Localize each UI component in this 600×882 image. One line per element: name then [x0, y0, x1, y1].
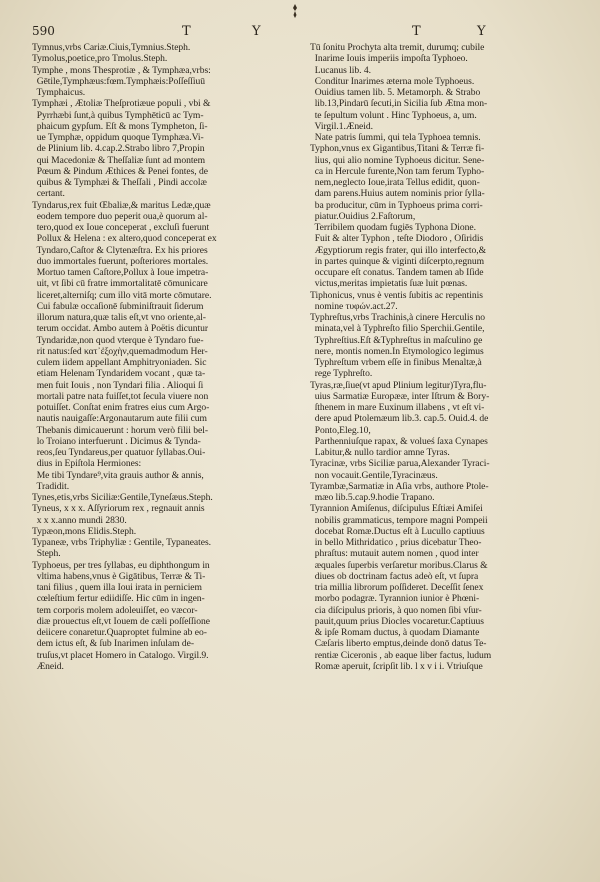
text-line: Tyracinæ, vrbs Siciliæ parua,Alexander Tyraci-: [310, 458, 490, 470]
text-line: Tyrambæ,Sarmatiæ in Aſia vrbs, authore Ptole-: [310, 480, 489, 492]
page-header: [32, 24, 572, 42]
text-line: mortali patre nata fuiſſet,tot ſecula viuere non: [32, 390, 209, 402]
text-line: phraſtus: mutauit autem nomen , quod inter: [310, 548, 479, 560]
text-line: phaicum gypſum. Eſt & mons Tympheton, ſi-: [32, 120, 208, 132]
text-line: Tymnus,vrbs Cariæ.Ciuis,Tymnius.Steph.: [32, 42, 191, 53]
text-line: lo Troiano interfuerunt . Dicimus & Tynda-: [32, 435, 201, 447]
text-line: liceret,alterniſq; cum illo vitā morte cōmutare.: [32, 289, 212, 301]
text-line: ba producitur, cūm in Typhoeus prima corri-: [310, 199, 483, 211]
text-line: tem corporis molem adoleuiſſet, eo væcor-: [32, 604, 198, 616]
text-line: minata,vel à Typhreſto filio Sperchii.Gentile,: [310, 323, 485, 335]
text-line: Ægyptiorum regis frater, qui illo interfecto,&: [310, 244, 486, 256]
text-line: non vocauit.Gentile,Tyracinæus.: [310, 469, 438, 481]
text-line: nobilis grammaticus, tempore magni Pompeii: [310, 514, 488, 526]
text-line: Gētile,Tymphæus:fœm.Tymphæis:Poſſeſſiuū: [32, 75, 206, 87]
text-line: Lucanus lib. 4.: [310, 64, 371, 76]
text-line: Tyndaro,Caſtor & Clytenæſtra. Ex his priores: [32, 244, 208, 256]
text-line: morbo podagræ. Tyrannion iunior è Phœni-: [310, 593, 480, 605]
text-line: Typhreſtus,vrbs Trachinis,à cinere Herculis no: [310, 312, 486, 323]
text-line: duo immortales fuerunt, poſteriores mortales.: [32, 255, 209, 267]
text-line: Mortuo tamen Caſtore,Pollux à Ioue impetra-: [32, 267, 209, 278]
text-line: men fuit Iouis , non Tyndari filia . Alioqui ſi: [32, 379, 204, 391]
text-line: rege Typhreſto.: [310, 368, 373, 380]
text-line: Typhreſtum vrbem eſſe in finibus Menaltæ,à: [310, 357, 482, 368]
text-line: Tymphaicus.: [32, 87, 86, 98]
text-line: cia diſcipulus prioris, à quo nomen ſibi vſur-: [310, 604, 482, 616]
text-line: & ipſe Romam ductus, à quodam Diamante: [310, 627, 480, 638]
text-line: terum occidat. Ambo autem à Poëtis dicuntur: [32, 323, 208, 335]
text-line: potuiſſet. Conſtat enim fratres eius cum Argo-: [32, 402, 210, 413]
text-line: uit, vt ſibi cū fratre immortalitatē cōmunicare: [32, 278, 208, 290]
text-line: Tū ſonitu Prochyta alta tremit, durumq; cubile: [310, 42, 485, 53]
text-line: Conditur Inarimes æterna mole Typhoeus.: [310, 75, 475, 87]
text-line: pauit,quum prius Diocles vocaretur.Captiuus: [310, 615, 484, 627]
text-line: cœleſtium fertur ediidiſſe. Hic cūm in ingen-: [32, 593, 205, 605]
text-line: quibus & Tymphæi & Theſſali , Pindi accolæ: [32, 177, 207, 188]
text-line: certant.: [32, 188, 65, 200]
text-line: Nate patris ſummi, qui tela Typhoea temnis.: [310, 132, 481, 143]
text-line: diues ob doctrinam factus adeò eſt, vt ſupra: [310, 570, 479, 582]
text-line: Parthenniuſque rapax, & volueś ſaxa Cynapes: [310, 435, 488, 447]
text-line: Typhon,vnus ex Gigantibus,Titani & Terræ fi-: [310, 143, 485, 155]
text-line: Virgil.1.Æneid.: [310, 120, 373, 132]
text-line: vltima habens,vnus è Gigātibus, Terræ & Ti-: [32, 570, 206, 582]
text-line: occupare eſt conatus. Tandem tamen ab Iſide: [310, 267, 484, 278]
text-line: Fuit & alter Typhon , teſte Diodoro , Oſiridis: [310, 233, 484, 245]
text-line: qui Macedoniæ & Theſſaliæ ſunt ad montem: [32, 154, 206, 166]
text-line: ſthenem in mare Euxinum illabens , vt eſt vi-: [310, 402, 485, 413]
text-line: Labitur,& nullo tardior amne Tyras.: [310, 447, 450, 458]
text-line: piatur.Ouidius 2.Faſtorum,: [310, 210, 416, 222]
text-line: x x x.anno mundi 2830.: [32, 514, 127, 526]
text-line: eodem tempore duo peperit oua,è quorum al-: [32, 210, 208, 222]
text-line: Tyrannion Amiſenus, diſcipulus Eſtiæi Amiſei: [310, 503, 483, 515]
text-line: te ſepultum volunt . Hinc Typhoeus, a, um.: [310, 109, 477, 121]
text-line: Tymphæi , Ætoliæ Theſprotiæue populi , vbi &: [32, 98, 211, 110]
header-right-letter-2: Y: [477, 24, 487, 39]
text-line: lib.13,Pindarū ſecuti,in Sicilia ſub Ætna mon-: [310, 98, 488, 110]
text-line: rentiæ Ciceronis , ab eaque liber factus, ludum: [310, 649, 492, 661]
text-line: Pyrrhæbi ſunt,à quibus Tymphēticū ac Tym-: [32, 109, 204, 121]
text-line: Steph.: [32, 548, 61, 560]
text-line: Typæon,mons Elidis.Steph.: [32, 525, 137, 537]
text-line: Tyneus, x x x. Aſſyriorum rex , regnauit annis: [32, 503, 205, 515]
page-number: 590: [32, 24, 55, 38]
text-line: nautis nauigaſſe:Argonautarum aute filii cum: [32, 413, 207, 425]
text-line: Ouidius tamen lib. 5. Metamorph. & Strabo: [310, 87, 481, 98]
text-line: Tyndarus,rex fuit Œbaliæ,& maritus Ledæ,quæ: [32, 199, 211, 211]
header-right-letter-1: T: [412, 24, 422, 39]
header-left-letter-2: Y: [252, 24, 262, 39]
text-line: Tynes,etis,vrbs Siciliæ:Gentile,Tyneſæus.Steph.: [32, 492, 213, 503]
text-line: in bello Mithridatico , prius dicebatur Theo-: [310, 537, 482, 548]
text-line: etiam Helenam Tyndaridem vocant , quæ ta-: [32, 368, 206, 380]
text-line: culem iidem appellant Amphitryoniaden. Sic: [32, 357, 207, 368]
text-line: rit natus:ſed κατ᾽ἐξοχὴν,quemadmodum Her-: [32, 345, 208, 357]
text-line: Romæ aperuit, ſcripſit lib. l x v i i. Vtriuſque: [310, 660, 483, 672]
text-line: Pœum & Pindum Æthices & Penei fontes, de: [32, 165, 208, 177]
text-line: Thebanis dimicauerunt : horum verò filii bel-: [32, 424, 208, 436]
text-line: Tymphe , mons Thesprotiæ , & Tymphæa,vrbs:: [32, 64, 211, 76]
ornament-icon: [290, 4, 300, 18]
text-line: Tradidit.: [32, 480, 70, 492]
text-line: docebat Romæ.Ductus eſt à Lucullo captiuus: [310, 525, 485, 537]
text-line: deiicere conaretur.Quaproptet fulmine ab eo-: [32, 627, 207, 638]
text-line: tani filius , quem illa Ioui irata in perniciem: [32, 582, 202, 593]
text-line: Tyras,ræ,ſiue(vt apud Plinium legitur)Tyra,flu-: [310, 379, 487, 391]
text-line: mæo lib.5.cap.9.hodie Trapano.: [310, 492, 435, 503]
text-line: Typaneæ, vrbs Triphyliæ : Gentile, Typaneates.: [32, 537, 211, 548]
text-line: de Plinium lib. 4.cap.2.Strabo libro 7,Propin: [32, 143, 205, 155]
text-line: truſus,vt placet Homero in Catalogo. Virgil.9.: [32, 649, 209, 661]
text-line: Pollux & Helena : ex altero,quod conceperat ex: [32, 233, 217, 245]
text-line: Typhreſtius.Eſt &Typhreſtus in maſculino ge: [310, 334, 483, 346]
text-line: diæ prouectus eſt,vt Iouem de cæli poſſeſſione: [32, 615, 210, 627]
text-line: dere apud Ptolemæum lib.3. cap.5. Ouid.4. de: [310, 413, 489, 425]
text-line: illorum natura,quæ talis eſt,vt vno oriente,al-: [32, 312, 206, 323]
text-line: nem,neglecto Ioue,irata Tellus edidit, quon-: [310, 177, 480, 188]
text-line: reos,ſeu Tyndareus,per quatuor ſyllabas.Oui-: [32, 447, 206, 458]
text-line: in partes quinque & viginti diſcerpto,regnum: [310, 255, 485, 267]
header-left-letter-1: T: [182, 24, 192, 39]
text-line: ue Tymphæ, oppidum quoque Tymphæa.Vi-: [32, 132, 204, 143]
text-line: Me tibi Tyndare⁹,vita grauis author & annis,: [32, 469, 204, 481]
text-line: Cæſaris liberto emptus,deinde donō datus Te-: [310, 638, 487, 650]
text-line: lius, qui alio nomine Typhoeus dicitur. Sene-: [310, 154, 485, 166]
text-line: Typhoeus, per tres ſyllabas, eu diphthongum in: [32, 559, 210, 571]
right-column: [310, 42, 574, 672]
text-line: victus,meritas impietatis ſuæ luit pœnas.: [310, 278, 468, 290]
text-line: Tiphonicus, vnus è ventis ſubitis ac repentinis: [310, 289, 483, 301]
text-line: uius Sarmatiæ Europææ, inter Iſtrum & Bory-: [310, 390, 490, 402]
left-column: [32, 42, 296, 672]
text-line: Cui fabulæ occaſionē ſubminiſtrauit ſiderum: [32, 300, 204, 312]
text-line: Tyndaridæ,non quod vterque è Tyndaro fue-: [32, 334, 204, 346]
text-line: Tymolus,poetice,pro Tmolus.Steph.: [32, 53, 168, 65]
text-line: nere, montis nomen.In Etymologico legimus: [310, 345, 484, 357]
text-line: æquales ſuperbis verſaretur moribus.Clarus &: [310, 559, 488, 571]
text-line: dius in Epiſtola Hermiones:: [32, 458, 142, 470]
text-line: Terribilem quodam fugiēs Typhona Dione.: [310, 222, 476, 233]
text-line: dam parens.Huius autem nominis prior ſylla-: [310, 188, 485, 200]
text-line: Ponto,Eleg.10,: [310, 424, 371, 436]
text-line: Æneid.: [32, 660, 64, 672]
text-line: ca in Hercule furente,Non tam ferum Typho-: [310, 165, 485, 177]
text-line: nomine τυφών.act.27.: [310, 300, 398, 312]
text-line: Inarime Iouis imperiis impoſta Typhoeo.: [310, 53, 468, 65]
text-line: dem ictus eſt, & ſub Inarimen inſulam de-: [32, 638, 194, 650]
text-line: tria millia librorum poſſideret. Deceſſit ſenex: [310, 582, 484, 593]
text-line: tero,quod ex Ioue conceperat , excluſi fuerunt: [32, 222, 210, 233]
